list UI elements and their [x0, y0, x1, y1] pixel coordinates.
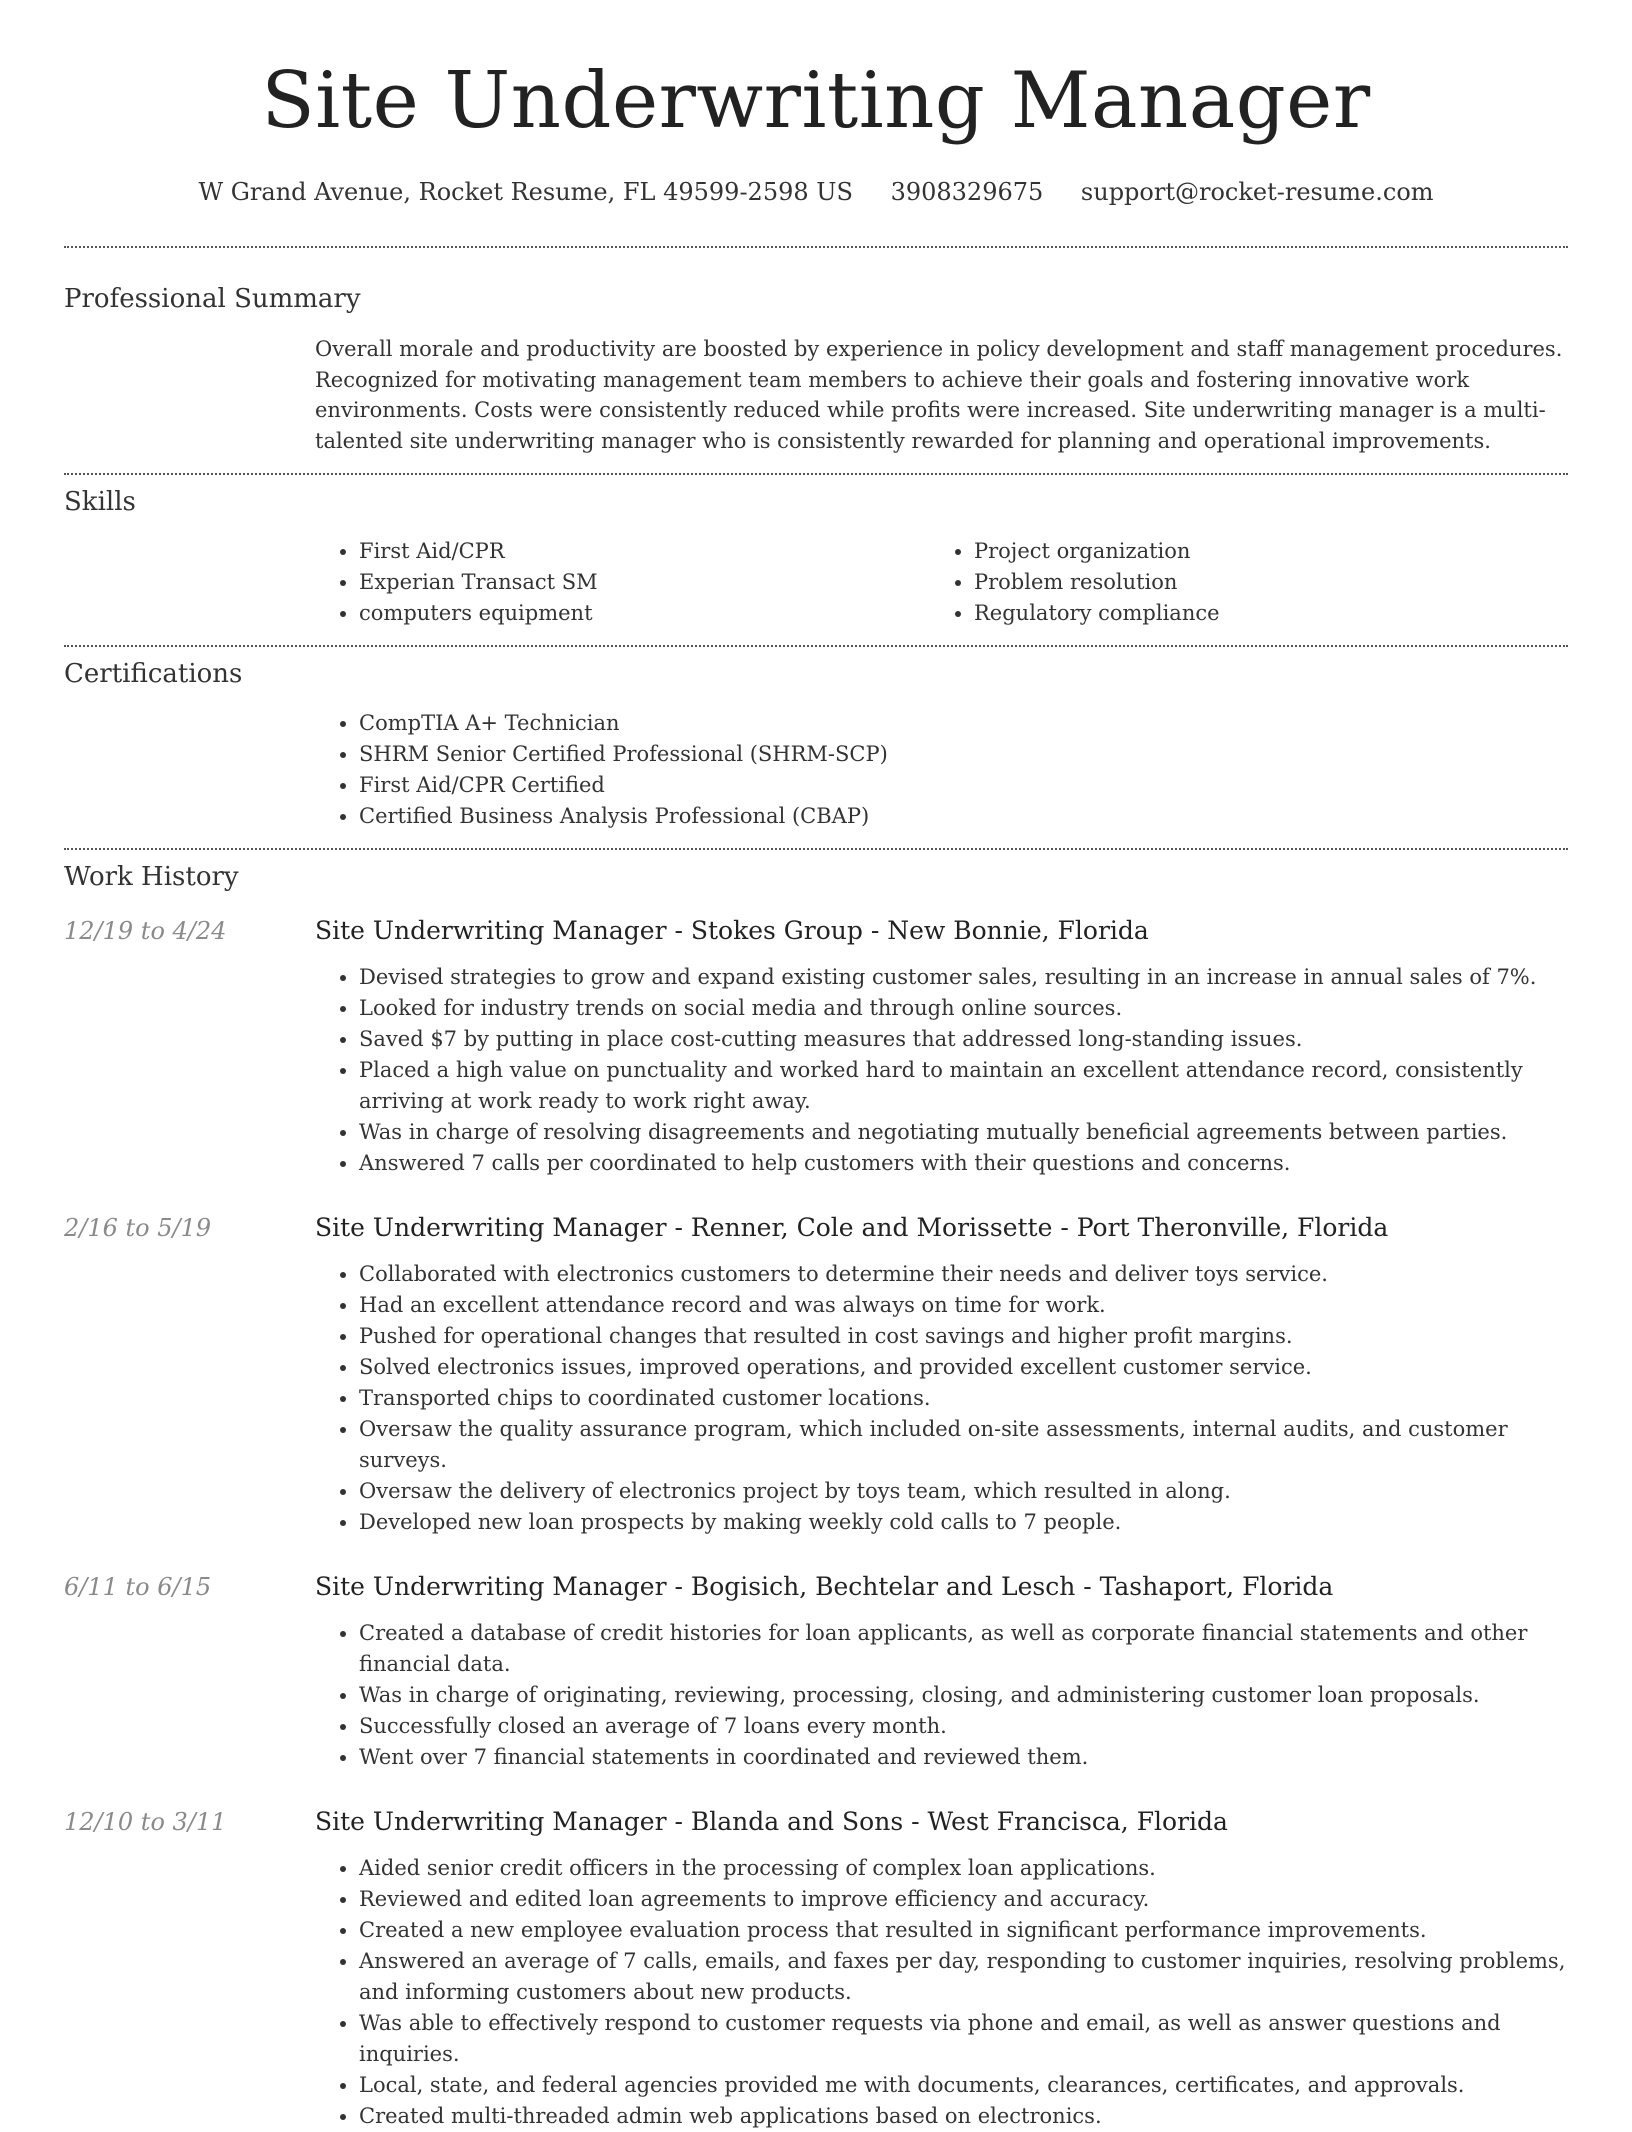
divider: [64, 473, 1568, 475]
job-bullet: • Was in charge of resolving disagreements and negotiating mutually beneficial agreements between parties.: [359, 1117, 1568, 1148]
job-dates: 6/11 to 6/15: [64, 1573, 212, 1601]
certification-item: • Certified Business Analysis Professional (CBAP): [359, 801, 1568, 832]
certifications-section: [64, 659, 1568, 832]
job-bullet: • Answered an average of 7 calls, emails, and faxes per day, responding to customer inquiries, resolving problems, and informing customers about new products.: [359, 1946, 1568, 2008]
work-history-section: [64, 862, 1568, 2132]
divider: [64, 246, 1568, 248]
certification-item: • First Aid/CPR Certified: [359, 770, 1568, 801]
job-bullet: • Aided senior credit officers in the processing of complex loan applications.: [359, 1853, 1568, 1884]
job-bullet: • Created a database of credit histories for loan applicants, as well as corporate financial statements and other financial data.: [359, 1618, 1568, 1680]
job-dates: 12/10 to 3/11: [64, 1808, 227, 1836]
job-dates: 12/19 to 4/24: [64, 917, 227, 945]
job-body: [315, 1807, 1568, 2132]
job-bullet: • Answered 7 calls per coordinated to help customers with their questions and concerns.: [359, 1148, 1568, 1179]
skill-item: • Regulatory compliance: [974, 598, 1545, 629]
summary-text: Overall morale and productivity are boosted by experience in policy development and staff management procedures. Recognized for motivating management team members to achieve their goals and fostering innovative work environments. Costs were consistently reduced while profits were increased. Site underwriting manager is a multi-talented site underwriting manager who is consistently rewarded for planning and operational improvements.: [315, 337, 1563, 453]
job-bullet: • Oversaw the quality assurance program, which included on-site assessments, internal audits, and customer surveys.: [359, 1414, 1568, 1476]
job-bullet: • Was able to effectively respond to customer requests via phone and email, as well as answer questions and inquiries.: [359, 2008, 1568, 2070]
certifications-list: [315, 708, 1568, 832]
job-bullet: • Successfully closed an average of 7 loans every month.: [359, 1711, 1568, 1742]
job-title: Site Underwriting Manager - Bogisich, Bechtelar and Lesch - Tashaport, Florida: [315, 1572, 1334, 1601]
job-bullet: • Went over 7 financial statements in coordinated and reviewed them.: [359, 1742, 1568, 1773]
contact-email: support@rocket-resume.com: [1080, 178, 1434, 206]
skill-item: • First Aid/CPR: [359, 536, 930, 567]
skill-item: • Experian Transact SM: [359, 567, 930, 598]
job-bullet: • Developed new loan prospects by making weekly cold calls to 7 people.: [359, 1507, 1568, 1538]
job-bullet: • Local, state, and federal agencies provided me with documents, clearances, certificates, and approvals.: [359, 2070, 1568, 2101]
job-body: [315, 916, 1568, 1179]
job-title: Site Underwriting Manager - Renner, Cole and Morissette - Port Theronville, Florida: [315, 1213, 1389, 1242]
summary-title: Professional Summary: [64, 284, 361, 314]
skills-column-left: [315, 536, 930, 629]
job-bullet: • Oversaw the delivery of electronics project by toys team, which resulted in along.: [359, 1476, 1568, 1507]
job-entry: [64, 1807, 1568, 2132]
job-bullet: • Reviewed and edited loan agreements to improve efficiency and accuracy.: [359, 1884, 1568, 1915]
contact-phone: 3908329675: [890, 178, 1044, 206]
contact-address: W Grand Avenue, Rocket Resume, FL 49599-2598 US: [198, 178, 853, 206]
candidate-name: Site Underwriting Manager: [261, 56, 1371, 146]
job-title: Site Underwriting Manager - Blanda and Sons - West Francisca, Florida: [315, 1807, 1228, 1836]
job-bullet: • Created a new employee evaluation process that resulted in significant performance improvements.: [359, 1915, 1568, 1946]
job-bullet: • Solved electronics issues, improved operations, and provided excellent customer service.: [359, 1352, 1568, 1383]
job-bullet: • Collaborated with electronics customers to determine their needs and deliver toys service.: [359, 1259, 1568, 1290]
job-bullet: • Transported chips to coordinated customer locations.: [359, 1383, 1568, 1414]
skills-section: [64, 487, 1568, 629]
job-body: [315, 1213, 1568, 1538]
job-bullet: • Devised strategies to grow and expand existing customer sales, resulting in an increase in annual sales of 7%.: [359, 962, 1568, 993]
job-bullet: • Looked for industry trends on social media and through online sources.: [359, 993, 1568, 1024]
job-bullet: • Placed a high value on punctuality and worked hard to maintain an excellent attendance record, consistently arriving at work ready to work right away.: [359, 1055, 1568, 1117]
job-bullet: • Was in charge of originating, reviewing, processing, closing, and administering customer loan proposals.: [359, 1680, 1568, 1711]
divider: [64, 645, 1568, 647]
job-body: [315, 1572, 1568, 1773]
skills-title: Skills: [64, 487, 136, 517]
job-entry: [64, 1213, 1568, 1538]
job-dates: 2/16 to 5/19: [64, 1214, 212, 1242]
skill-item: • Project organization: [974, 536, 1545, 567]
work-history-title: Work History: [64, 862, 239, 892]
certifications-title: Certifications: [64, 659, 243, 689]
job-title: Site Underwriting Manager - Stokes Group - New Bonnie, Florida: [315, 916, 1149, 945]
divider: [64, 848, 1568, 850]
skill-item: • Problem resolution: [974, 567, 1545, 598]
summary-section: [64, 284, 1568, 456]
skills-columns: [315, 536, 1568, 629]
certification-item: • SHRM Senior Certified Professional (SHRM-SCP): [359, 739, 1568, 770]
skills-column-right: [930, 536, 1545, 629]
contact-line: [64, 178, 1568, 206]
job-bullet: • Pushed for operational changes that resulted in cost savings and higher profit margins.: [359, 1321, 1568, 1352]
job-bullet: • Saved $7 by putting in place cost-cutting measures that addressed long-standing issues.: [359, 1024, 1568, 1055]
skill-item: • computers equipment: [359, 598, 930, 629]
job-entry: [64, 1572, 1568, 1773]
job-entry: [64, 916, 1568, 1179]
resume-page: [64, 0, 1568, 2132]
certification-item: • CompTIA A+ Technician: [359, 708, 1568, 739]
job-bullet: • Had an excellent attendance record and was always on time for work.: [359, 1290, 1568, 1321]
job-bullet: • Created multi-threaded admin web applications based on electronics.: [359, 2101, 1568, 2132]
